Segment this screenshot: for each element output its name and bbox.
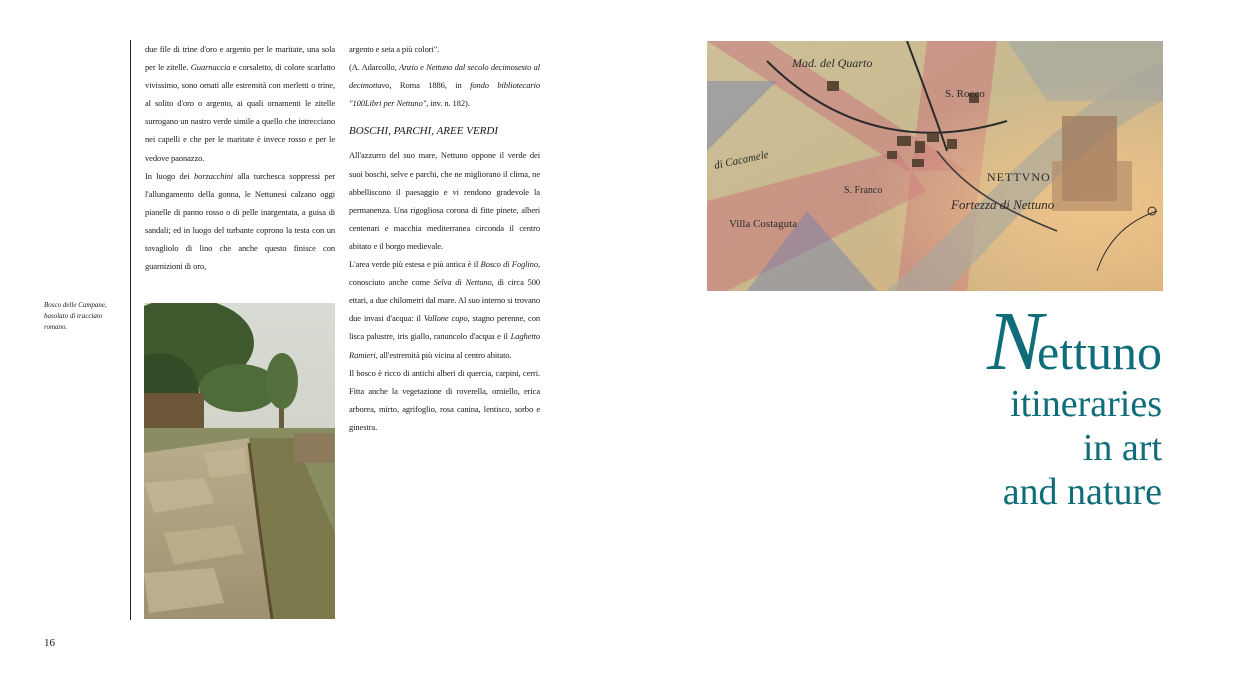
map-label: Villa Costaguta <box>729 218 798 230</box>
title-nettuno <box>986 295 1162 388</box>
text-run: In luogo dei <box>145 170 195 181</box>
text-run-italic: borzacchini <box>194 170 234 181</box>
paragraph: Il bosco è ricco di antichi alberi di quercia, carpini, cerri. Fitta anche la vegetazione di roverella, orniello, erica arborea, mirto, agrifoglio, rosa canina, lentisco, sorbo e ginestra. <box>349 367 540 432</box>
page-number: 16 <box>44 637 55 649</box>
text-run-italic: Bosco di Foglino <box>480 259 538 270</box>
text-run: , conosciuto anche come <box>349 259 540 288</box>
text-column-2 <box>349 40 540 436</box>
text-run-italic: Vallone cupo <box>423 313 468 324</box>
text-run: , inv. n. 182). <box>426 98 470 109</box>
citation <box>349 58 540 112</box>
paragraph: All'azzurro del suo mare, Nettuno oppone il verde dei suoi boschi, selve e parchi, che ne migliorano il clima, ne abbelliscono il paesaggio e vi rendono gradevole la permanenza. Una rigogliosa corona di fitte pinete, alberi centenari e macchia mediterranea circonda il centro abitato e il borgo medievale. <box>349 150 540 251</box>
map-label: S. Rocco <box>945 88 985 100</box>
map-label: Fortezza di Nettuno <box>951 197 1055 212</box>
historic-map-image <box>707 41 1163 291</box>
section-heading: BOSCHI, PARCHI, AREE VERDI <box>349 125 498 138</box>
text-run-italic: Guarnaccia <box>190 62 231 73</box>
map-label: Mad. del Quarto <box>792 56 873 70</box>
text-run: , stagno perenne, con lisca palustre, iris giallo, ranuncolo d'acqua e il <box>349 313 540 342</box>
paragraph: argento e seta a più colori". <box>349 44 440 54</box>
text-run: , all'estremità più vicina al centro abitato. <box>375 349 512 360</box>
text-run: e corsaletto, di colore scarlatto vivissimo, sono ornati alle estremità con merletti o trine, al solito d'oro o argento, ai quali ornamenti le zitelle surrogano un nastro verde simile a quello che intrecciano nei capelli e che per le maritate è invece rosso e per le vedove paonazzo. <box>145 62 335 163</box>
map-label: S. Franco <box>844 185 883 196</box>
vertical-rule <box>130 40 131 620</box>
paragraph <box>349 255 540 364</box>
subtitle-line: and nature <box>1002 471 1162 513</box>
text-run: due file di trine d'oro e argento per le maritate, una sola per le zitelle. <box>145 44 335 73</box>
text-run-italic: Laghetto Ramieri <box>349 331 540 360</box>
paragraph <box>145 40 335 167</box>
subtitle-line: in art <box>1082 427 1162 469</box>
text-run: alla turchesca soppressi per l'allungamento della gonna, le Nettunesi calzano oggi pianelle di panno rosso o di pelle inargentata, a guisa di sandali; ed in luogo del turbante coprono la testa con un tovagliolo di lino che anche questo finisce con guarnizioni di oro, <box>145 170 335 272</box>
title-rest: ettuno <box>1037 324 1162 380</box>
map-label: NETTVNO <box>987 170 1051 184</box>
text-run: (A. Adarcollo, <box>349 62 400 73</box>
text-run-italic: fondo bibliotecario "100Libri per Nettuno" <box>349 80 540 109</box>
text-run-italic: Anzio e Nettuno dal secolo decimosesto al decimottavo <box>349 62 540 91</box>
roman-road-photo <box>144 303 335 619</box>
map-label: di Cacamele <box>713 148 770 172</box>
text-run: L'area verde più estesa e più antica è il <box>349 259 481 270</box>
paragraph <box>145 167 335 276</box>
text-column-1 <box>145 40 335 275</box>
title-initial: N <box>986 295 1038 388</box>
text-run-italic: Selva di Nettuno <box>433 277 492 288</box>
photo-caption: Bosco delle Campane, basolato di tracciato romano. <box>44 301 107 331</box>
text-run: , Roma 1886, in <box>389 80 471 91</box>
subtitle-line: itineraries <box>1010 383 1162 425</box>
text-run: , di circa 500 ettari, a due chilometri dal mare. Al suo interno si trovano due invasi d'acqua: il <box>349 277 540 324</box>
book-title <box>986 295 1162 514</box>
